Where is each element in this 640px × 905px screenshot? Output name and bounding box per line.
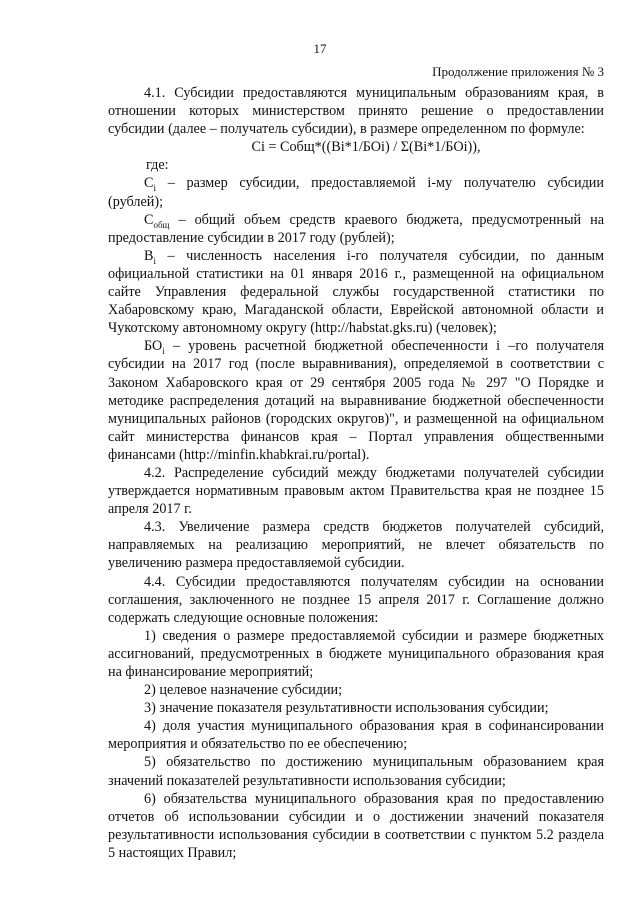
definition-ci [108,174,604,210]
formula-where-label: где: [146,157,169,174]
definition-text: – уровень расчетной бюджетной обеспеченности i –го получателя субсидии на 2017 год (после выравнивания), определяемой в соответствии с Законом Хабаровского края от 29 сентября 2005 года № 297 "О Порядке и методике распределения дотаций на выравнивание бюджетной обеспеченности муниципальных районов (городских округов)", и размещенной на официальном сайт министерства финансов края – Портал управления общественными финансами (http://minfin.khabkrai.ru/portal). [108,338,604,463]
symbol: С [144,211,154,228]
subsidy-formula: Ci = Cобщ*((Bi*1/БОi) / Σ(Bi*1/БОi)), [251,139,481,156]
symbol: В [144,247,154,264]
paragraph-4-4: 4.4. Субсидии предоставляются получателям субсидии на основании соглашения, заключенного не позднее 15 апреля 2017 г. Соглашение должно содержать следующие основные положения: [108,573,604,626]
definition-text: – общий объем средств краевого бюджета, предусмотренный на предоставление субсидии в 2017 году (рублей); [108,211,604,246]
list-item-3: 3) значение показателя результативности использования субсидии; [144,700,549,717]
definition-cobsh [108,211,604,247]
list-item-4: 4) доля участия муниципального образования края в софинансировании мероприятия и обязательство по ее обеспечению; [108,718,604,753]
list-item-2: 2) целевое назначение субсидии; [144,682,343,699]
paragraph-4-3: 4.3. Увеличение размера средств бюджетов получателей субсидий, направляемых на реализацию мероприятий, не влечет обязательств по увеличению размера предоставляемой субсидии. [108,519,604,572]
subscript: i [153,183,156,194]
definition-boi [108,337,604,464]
subscript: i [153,255,156,266]
definition-bi [108,247,604,337]
subscript: общ [153,219,170,230]
paragraph-4-2: 4.2. Распределение субсидий между бюджетами получателей субсидии утверждается нормативным правовым актом Правительства края не позднее 15 апреля 2017 г. [108,464,604,518]
symbol: С [144,175,154,192]
document-body [108,84,604,862]
definition-text: – размер субсидии, предоставляемой i-му получателю субсидии (рублей); [108,175,604,210]
definition-text: – численность населения i-го получателя субсидии, по данным официальной статистики на 01 января 2016 г., размещенной на официальном сайте Управления федеральной службы государственной статистики по Хабаровскому краю, Магаданской области, Еврейской автономной области и Чукотскому автономному округу (http://habstat.gks.ru) (человек); [108,247,604,337]
list-item-6: 6) обязательства муниципального образования края по предоставлению отчетов об использовании субсидии и о достижении значений показателя результативности использования субсидии в соответствии с пунктом 5.2 раздела 5 настоящих Правил; [108,790,604,861]
list-item-5: 5) обязательство по достижению муниципальным образованием края значений показателей результативности использования субсидии; [108,754,604,789]
list-item-1: 1) сведения о размере предоставляемой субсидии и размере бюджетных ассигнований, предусмотренных в бюджете муниципального образования края на финансирование мероприятий; [108,627,604,680]
page-number: 17 [313,41,327,56]
appendix-continuation-label: Продолжение приложения № 3 [432,64,604,79]
paragraph-4-1: 4.1. Субсидии предоставляются муниципальным образованиям края, в отношении которых министерством принято решение о предоставлении субсидии (далее – получатель субсидии), в размере определенном по формуле: [108,85,604,138]
symbol: БО [144,338,163,355]
subscript: i [162,346,165,357]
